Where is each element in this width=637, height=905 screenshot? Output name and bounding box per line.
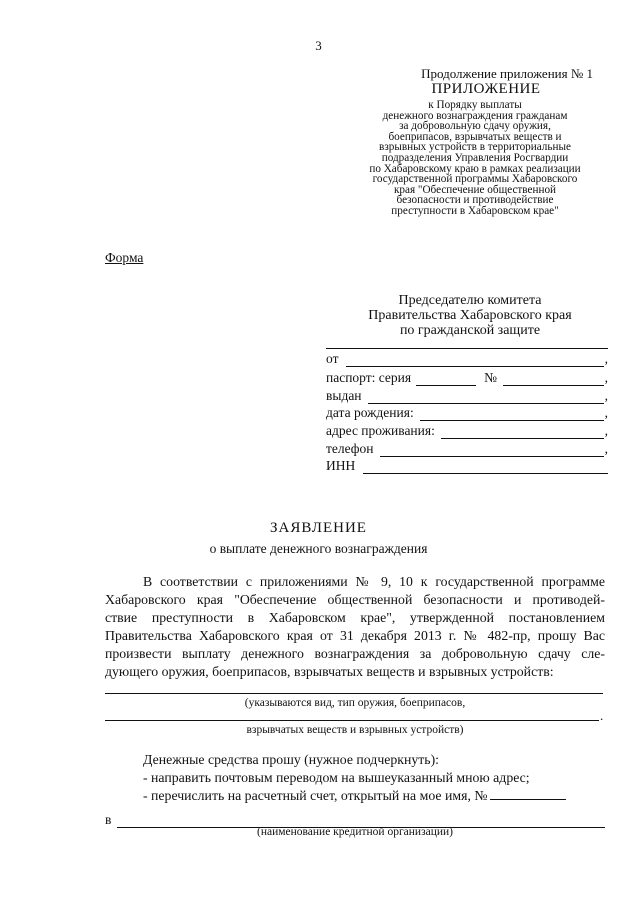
address-label: адрес проживания:	[326, 423, 435, 438]
address-input-line[interactable]	[441, 426, 604, 439]
comma: ,	[604, 370, 608, 385]
appendix-line: безопасности и противодействие	[396, 194, 554, 207]
passport-series-input-line[interactable]	[416, 373, 476, 386]
payment-intro: Денежные средства прошу (нужное подчеркнуть):	[143, 752, 440, 767]
appendix-line: боеприпасов, взрывчатых веществ и	[388, 130, 562, 143]
statement-title: ЗАЯВЛЕНИЕ	[270, 520, 367, 536]
appendix-line: за добровольную сдачу оружия,	[399, 120, 551, 133]
from-field[interactable]	[326, 351, 608, 367]
statement-subtitle: о выплате денежного вознаграждения	[209, 541, 428, 556]
bank-caption: (наименование кредитной организации)	[256, 826, 454, 838]
birth-date-label: дата рождения:	[326, 405, 414, 420]
appendix-line: к Порядку выплаты	[428, 99, 522, 111]
paragraph-line: произвести выплату денежного вознаграждения за добровольную сдачу сле-	[105, 646, 605, 661]
passport-number-sign: №	[484, 370, 498, 385]
statement-paragraph	[105, 573, 605, 681]
inn-input-line[interactable]	[363, 461, 608, 474]
birth-date-field[interactable]	[326, 405, 608, 421]
appendix-line: края "Обеспечение общественной	[393, 183, 557, 196]
issued-label: выдан	[326, 388, 362, 403]
comma: ,	[604, 405, 608, 420]
applicant-name-line-top[interactable]	[326, 348, 608, 349]
paragraph-line: дующего оружия, боеприпасов, взрывчатых веществ и взрывных устройств:	[105, 664, 554, 679]
payment-option-account-text: - перечислить на расчетный счет, открытый на мое имя, №	[143, 788, 488, 803]
paragraph-line: Правительства Хабаровского края от 31 декабря 2013 г. № 482-пр, прошу Вас	[105, 628, 605, 643]
account-number-input-line[interactable]	[490, 787, 566, 800]
weapon-description-line-1[interactable]	[105, 693, 603, 694]
period: .	[600, 708, 604, 723]
appendix-line: подразделения Управления Росгвардии	[381, 151, 569, 164]
inn-label: ИНН	[326, 458, 356, 473]
comma: ,	[604, 388, 608, 403]
phone-input-line[interactable]	[380, 444, 604, 457]
paragraph-line: Хабаровского края "Обеспечение общественной безопасности и противодей-	[105, 592, 605, 607]
address-field[interactable]	[326, 423, 608, 439]
passport-number-input-line[interactable]	[503, 373, 604, 386]
appendix-continuation: Продолжение приложения № 1	[421, 66, 593, 81]
appendix-line: преступности в Хабаровском крае"	[391, 204, 559, 217]
issued-field[interactable]	[326, 388, 608, 404]
page-number: 3	[315, 38, 322, 53]
paragraph-line: В соответствии с приложениями № 9, 10 к государственной программе	[143, 574, 605, 589]
form-label: Форма	[105, 250, 144, 265]
comma: ,	[604, 423, 608, 438]
appendix-description	[330, 100, 620, 217]
appendix-line: взрывных устройств в территориальные	[379, 141, 571, 154]
payment-option-postal[interactable]: - направить почтовым переводом на вышеуказанный мною адрес;	[143, 770, 530, 785]
comma: ,	[604, 351, 608, 366]
phone-label: телефон	[326, 441, 374, 456]
weapon-description-caption-2: взрывчатых веществ и взрывных устройств)	[246, 724, 464, 736]
addressee-line: Правительства Хабаровского края	[368, 308, 572, 323]
bank-prefix: в	[105, 812, 112, 827]
passport-series-label: паспорт: серия	[326, 370, 412, 385]
payment-option-account[interactable]	[143, 787, 566, 805]
phone-field[interactable]	[326, 441, 608, 457]
addressee-block	[330, 293, 610, 338]
inn-field[interactable]	[326, 458, 608, 474]
passport-field[interactable]	[326, 370, 608, 386]
from-input-line[interactable]	[346, 354, 603, 367]
paragraph-line: ствие преступности в Хабаровском крае", утвержденной постановлением	[105, 610, 605, 625]
weapon-description-line-2[interactable]	[105, 720, 599, 721]
appendix-line: денежного вознаграждения гражданам	[382, 109, 568, 122]
addressee-line: Председателю комитета	[398, 293, 542, 308]
appendix-line: по Хабаровскому краю в рамках реализации	[369, 162, 581, 175]
birth-date-input-line[interactable]	[420, 408, 604, 421]
appendix-line: государственной программы Хабаровского	[372, 173, 578, 186]
comma: ,	[604, 441, 608, 456]
weapon-description-caption-1: (указываются вид, тип оружия, боеприпасов,	[244, 697, 466, 709]
addressee-line: по гражданской защите	[399, 323, 541, 338]
from-label: от	[326, 351, 339, 366]
issued-input-line[interactable]	[368, 391, 604, 404]
appendix-title: ПРИЛОЖЕНИЕ	[431, 81, 541, 97]
